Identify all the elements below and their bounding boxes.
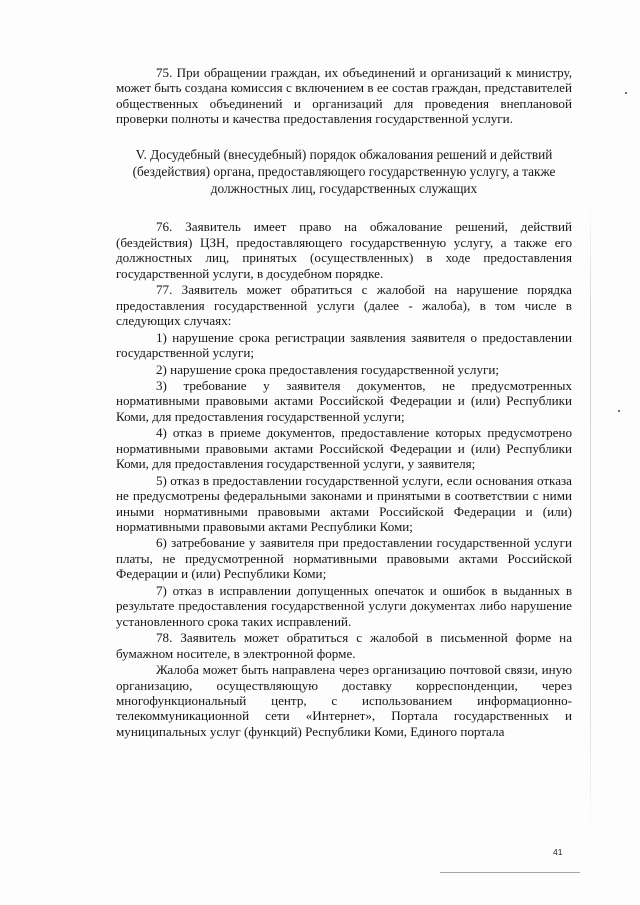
list-item-2: 2) нарушение срока предоставления государственной услуги; xyxy=(156,361,500,377)
list-item-7: 7) отказ в исправлении допущенных опечаток и ошибок в выданных в результате предоставления государственной услуги документах либо нарушение установленного срока таких исправлений. xyxy=(116,582,572,629)
list-item-5: 5) отказ в предоставлении государственной услуги, если основания отказа не предусмотрены федеральными законами и принятыми в соответствии с ними иными нормативными правовыми актами Российской Федерации и (или) нормативными правовыми актами Республики Коми; xyxy=(116,472,572,535)
paragraph-complaint-channels: Жалоба может быть направлена через организацию почтовой связи, иную организацию, осуществляющую доставку корреспонденции, через многофункциональный центр, с использованием информационно-телекоммуникационной сети «Интернет», Портала государственных и муниципальных услуг (функций) Республики Коми, Единого портала xyxy=(116,662,572,739)
page-number: 41 xyxy=(553,847,563,857)
document-body xyxy=(116,65,572,739)
paragraph-77: 77. Заявитель может обратиться с жалобой на нарушение порядка предоставления государственной услуги (далее - жалоба), в том числе в следующих случаях: xyxy=(116,282,572,329)
footer-rule xyxy=(440,872,580,873)
list-item-4: 4) отказ в приеме документов, предоставление которых предусмотрено нормативными правовыми актами Российской Федерации и (или) Республики Коми, для предоставления государственной услуги, у заявителя; xyxy=(116,425,572,472)
paragraph-78: 78. Заявитель может обратиться с жалобой в письменной форме на бумажном носителе, в электронной форме. xyxy=(116,630,572,661)
section-heading: V. Досудебный (внесудебный) порядок обжалования решений и действий (бездействия) органа, предоставляющего государственную услугу, а также должностных лиц, государственных служащих xyxy=(132,146,556,197)
scan-speck xyxy=(625,92,627,94)
paragraph-75: 75. При обращении граждан, их объединений и организаций к министру, может быть создана комиссия с включением в ее состав граждан, представителей общественных объединений и организаций для проведения внеплановой проверки полноты и качества предоставления государственной услуги. xyxy=(116,65,572,127)
list-item-3: 3) требование у заявителя документов, не предусмотренных нормативными правовыми актами Российской Федерации и (или) Республики Коми, для предоставления государственной услуги; xyxy=(116,377,572,424)
scan-speck xyxy=(618,410,620,412)
paragraph-76: 76. Заявитель имеет право на обжалование решений, действий (бездействия) ЦЗН, предоставляющего государственную услугу, а также его должностных лиц, принятых (осуществленных) в ходе предоставления государственной услуги, в досудебном порядке. xyxy=(116,219,572,281)
list-item-6: 6) затребование у заявителя при предоставлении государственной услуги платы, не предусмотренной нормативными правовыми актами Российской Федерации и (или) Республики Коми; xyxy=(116,535,572,582)
scan-edge-shadow xyxy=(590,200,591,840)
list-item-1: 1) нарушение срока регистрации заявления заявителя о предоставлении государственной услуги; xyxy=(116,329,572,361)
